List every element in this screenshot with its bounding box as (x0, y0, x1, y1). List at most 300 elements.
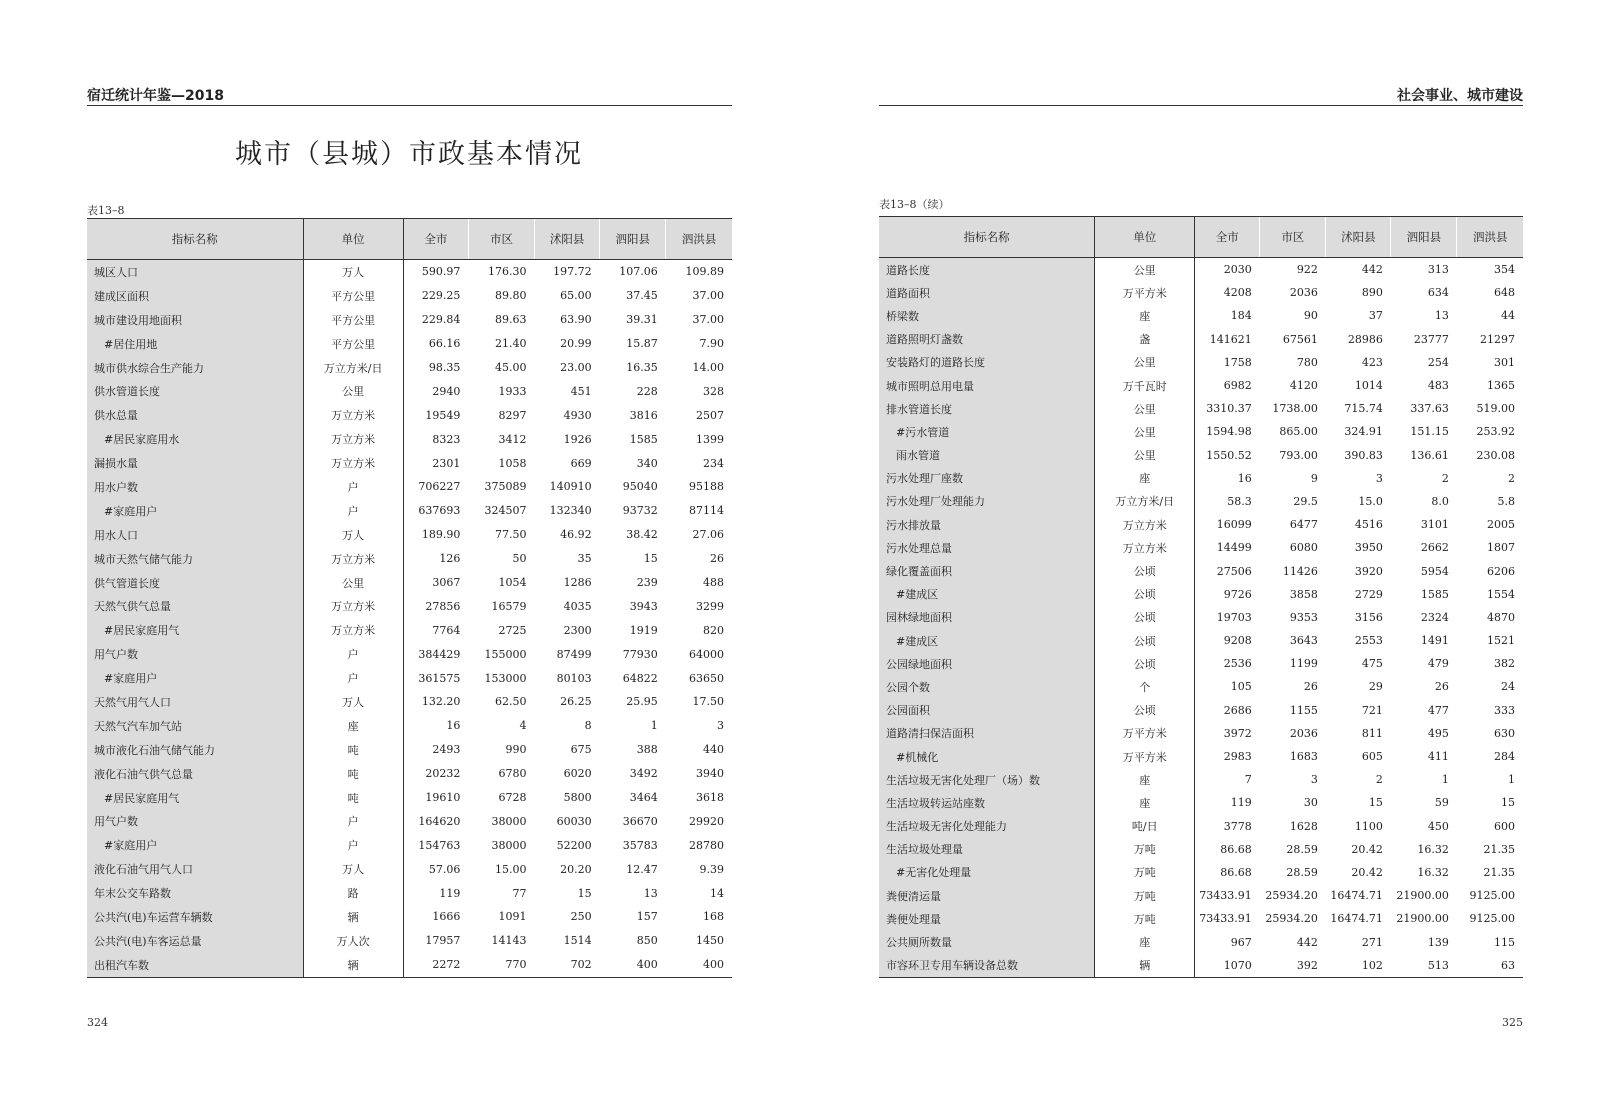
value-cell: 7 (1244, 773, 1252, 787)
value-cell: 23777 (1413, 332, 1449, 346)
value-cell: 119 (1230, 796, 1252, 810)
value-cell: 3299 (696, 599, 724, 613)
value-cell: 107.06 (619, 265, 658, 279)
value-cell: 126 (439, 552, 461, 566)
value-cell: 46.92 (560, 528, 592, 542)
table-row (87, 403, 732, 427)
column-header: 泗洪县 (666, 219, 732, 260)
table-row (87, 714, 732, 738)
value-cell: 37.45 (626, 289, 658, 303)
table-row (87, 451, 732, 475)
indicator-name: 生活垃圾无害化处理能力 (879, 815, 1095, 838)
indicator-name: 用水人口 (87, 523, 303, 547)
value-cell: 3101 (1420, 518, 1449, 532)
value-cell: 26.25 (560, 695, 592, 709)
table-row (879, 722, 1523, 745)
table-row (87, 690, 732, 714)
value-cell: 5.8 (1497, 494, 1515, 508)
value-cell: 361575 (418, 671, 461, 685)
table-row (87, 929, 732, 953)
value-cell: 3412 (498, 432, 527, 446)
unit-cell: 万立方米 (1095, 536, 1195, 559)
value-cell: 388 (636, 743, 658, 757)
section-title: 社会事业、城市建设 (1397, 88, 1523, 104)
value-cell: 375089 (484, 480, 527, 494)
value-cell: 234 (703, 456, 724, 470)
value-cell: 23.00 (560, 361, 592, 374)
indicator-name: 道路长度 (879, 258, 1095, 282)
value-cell: 37.00 (692, 289, 724, 303)
value-cell: 637693 (418, 504, 461, 518)
table-row (87, 332, 732, 356)
value-cell: 37 (1368, 309, 1383, 323)
value-cell: 29.5 (1293, 494, 1318, 508)
value-cell: 1933 (498, 384, 527, 398)
unit-cell: 公顷 (1095, 652, 1195, 675)
value-cell: 634 (1427, 286, 1449, 300)
value-cell: 605 (1361, 750, 1383, 764)
page-title: 城市（县城）市政基本情况 (235, 139, 583, 170)
unit-cell: 万立方米 (303, 427, 403, 451)
value-cell: 890 (1361, 286, 1383, 300)
value-cell: 4516 (1354, 518, 1383, 532)
value-cell: 384429 (418, 647, 461, 661)
value-cell: 38.42 (626, 528, 658, 542)
value-cell: 35783 (622, 838, 658, 852)
value-cell: 157 (636, 910, 658, 924)
indicator-name: 城市供水综合生产能力 (87, 356, 303, 380)
value-cell: 140910 (549, 480, 592, 494)
value-cell: 6206 (1487, 564, 1515, 578)
table-row (879, 374, 1523, 397)
unit-cell: 座 (1095, 467, 1195, 490)
table-row (87, 284, 732, 308)
value-cell: 95040 (622, 480, 658, 494)
value-cell: 25.95 (626, 695, 658, 709)
value-cell: 44 (1501, 309, 1515, 323)
value-cell: 86.68 (1220, 865, 1252, 879)
indicator-name: 公共汽(电)车运营车辆数 (87, 905, 303, 929)
unit-cell: 公里 (1095, 420, 1195, 443)
value-cell: 13 (643, 886, 658, 900)
indicator-name: #家庭用户 (87, 833, 303, 857)
value-cell: 80103 (556, 671, 592, 685)
value-cell: 6020 (563, 767, 592, 781)
value-cell: 28986 (1347, 332, 1383, 346)
value-cell: 3858 (1289, 587, 1318, 601)
table-row (87, 953, 732, 977)
table-row (87, 809, 732, 833)
unit-cell: 个 (1095, 675, 1195, 698)
value-cell: 21.35 (1483, 842, 1515, 856)
table-row (87, 499, 732, 523)
value-cell: 2301 (432, 456, 461, 470)
value-cell: 141621 (1209, 332, 1252, 346)
running-header (87, 85, 732, 106)
table-row (879, 745, 1523, 768)
table-header-row (87, 219, 732, 260)
indicator-name: 公园面积 (879, 699, 1095, 722)
value-cell: 354 (1494, 263, 1515, 277)
value-cell: 2 (1508, 471, 1515, 485)
value-cell: 9353 (1289, 610, 1318, 624)
table-row (87, 833, 732, 857)
value-cell: 3 (1310, 773, 1318, 787)
value-cell: 132340 (549, 504, 592, 518)
table-row (87, 786, 732, 810)
value-cell: 98.35 (428, 361, 461, 374)
value-cell: 5954 (1420, 564, 1449, 578)
value-cell: 29920 (689, 814, 724, 828)
value-cell: 13 (1434, 309, 1449, 323)
value-cell: 3156 (1354, 610, 1383, 624)
unit-cell: 座 (1095, 304, 1195, 327)
indicator-name: 污水排放量 (879, 513, 1095, 536)
table-row (879, 652, 1523, 675)
unit-cell: 座 (1095, 930, 1195, 953)
value-cell: 9 (1310, 471, 1318, 485)
table-row (87, 475, 732, 499)
value-cell: 8.0 (1431, 494, 1449, 508)
table-row (87, 427, 732, 451)
unit-cell: 万人 (303, 260, 403, 284)
table-row (879, 513, 1523, 536)
column-header: 全市 (1195, 217, 1260, 258)
value-cell: 119 (439, 886, 461, 900)
indicator-name: #居民家庭用气 (87, 618, 303, 642)
value-cell: 1286 (563, 576, 592, 590)
indicator-name: 污水处理厂座数 (879, 467, 1095, 490)
column-header: 指标名称 (879, 217, 1095, 258)
value-cell: 1058 (498, 456, 527, 470)
value-cell: 15 (1368, 796, 1383, 810)
table-row (879, 699, 1523, 722)
unit-cell: 万吨 (1095, 861, 1195, 884)
table-row (87, 642, 732, 666)
value-cell: 87114 (689, 504, 724, 518)
value-cell: 340 (636, 456, 658, 470)
value-cell: 990 (505, 743, 527, 757)
value-cell: 1 (1508, 773, 1515, 787)
unit-cell: 户 (303, 833, 403, 857)
value-cell: 21.35 (1483, 865, 1515, 879)
value-cell: 77930 (622, 647, 658, 661)
value-cell: 4035 (563, 599, 592, 613)
unit-cell: 吨/日 (1095, 815, 1195, 838)
column-header: 泗阳县 (1391, 217, 1457, 258)
value-cell: 495 (1427, 726, 1449, 740)
value-cell: 1807 (1487, 541, 1515, 555)
value-cell: 4208 (1223, 286, 1252, 300)
indicator-name: 供水管道长度 (87, 379, 303, 403)
value-cell: 63650 (689, 671, 724, 685)
value-cell: 3778 (1223, 819, 1252, 833)
unit-cell: 万立方米 (303, 547, 403, 571)
unit-cell: 万人 (303, 523, 403, 547)
value-cell: 90 (1303, 309, 1318, 323)
value-cell: 230.08 (1476, 448, 1515, 462)
value-cell: 1521 (1487, 634, 1515, 648)
value-cell: 60030 (556, 814, 592, 828)
value-cell: 28.59 (1286, 865, 1318, 879)
table-header-row (879, 217, 1523, 258)
value-cell: 337.63 (1410, 402, 1449, 416)
value-cell: 6982 (1223, 379, 1252, 393)
unit-cell: 万平方米 (1095, 722, 1195, 745)
table-row (879, 606, 1523, 629)
value-cell: 21900.00 (1396, 912, 1449, 926)
indicator-name: 排水管道长度 (879, 397, 1095, 420)
unit-cell: 公里 (1095, 397, 1195, 420)
value-cell: 4 (519, 719, 527, 733)
value-cell: 228 (636, 384, 658, 398)
page-number: 324 (87, 1016, 108, 1029)
table-row (879, 629, 1523, 652)
indicator-name: 用气户数 (87, 642, 303, 666)
value-cell: 483 (1427, 379, 1449, 393)
indicator-name: 粪便处理量 (879, 907, 1095, 930)
value-cell: 37.00 (692, 313, 724, 327)
value-cell: 164620 (418, 814, 461, 828)
value-cell: 19610 (425, 791, 461, 805)
table-row (87, 738, 732, 762)
value-cell: 2324 (1420, 610, 1449, 624)
municipal-table-continued (879, 216, 1523, 978)
value-cell: 2536 (1223, 657, 1252, 671)
indicator-name: #无害化处理量 (879, 861, 1095, 884)
column-header: 市区 (468, 219, 534, 260)
value-cell: 3950 (1354, 541, 1383, 555)
value-cell: 324.91 (1344, 425, 1383, 439)
value-cell: 77 (512, 886, 527, 900)
table-row (879, 467, 1523, 490)
value-cell: 176.30 (488, 265, 527, 279)
table-row (87, 260, 732, 284)
table-row (879, 768, 1523, 791)
table-row (87, 857, 732, 881)
value-cell: 153000 (484, 671, 527, 685)
value-cell: 1155 (1289, 703, 1318, 717)
value-cell: 16 (1237, 471, 1252, 485)
value-cell: 14.00 (692, 361, 724, 374)
value-cell: 15 (577, 886, 592, 900)
value-cell: 11426 (1282, 564, 1318, 578)
unit-cell: 万人 (303, 690, 403, 714)
value-cell: 390.83 (1344, 448, 1383, 462)
value-cell: 382 (1494, 657, 1515, 671)
indicator-name: #家庭用户 (87, 666, 303, 690)
unit-cell: 公里 (1095, 444, 1195, 467)
value-cell: 1666 (432, 910, 461, 924)
unit-cell: 公顷 (1095, 559, 1195, 582)
value-cell: 3492 (629, 767, 658, 781)
value-cell: 89.80 (495, 289, 527, 303)
value-cell: 865.00 (1279, 425, 1318, 439)
value-cell: 59 (1434, 796, 1449, 810)
unit-cell: 平方公里 (303, 308, 403, 332)
value-cell: 9.39 (699, 862, 724, 876)
value-cell: 5800 (563, 791, 592, 805)
value-cell: 479 (1427, 657, 1449, 671)
unit-cell: 座 (1095, 768, 1195, 791)
table-row (879, 420, 1523, 443)
value-cell: 25934.20 (1265, 912, 1318, 926)
value-cell: 3972 (1223, 726, 1252, 740)
indicator-name: #居住用地 (87, 332, 303, 356)
unit-cell: 公顷 (1095, 606, 1195, 629)
table-label: 表13–8（续） (879, 198, 950, 211)
table-row (879, 791, 1523, 814)
indicator-name: #家庭用户 (87, 499, 303, 523)
value-cell: 14143 (491, 934, 527, 948)
indicator-name: 液化石油气供气总量 (87, 762, 303, 786)
unit-cell: 户 (303, 499, 403, 523)
value-cell: 3643 (1289, 634, 1318, 648)
value-cell: 77.50 (495, 528, 527, 542)
unit-cell: 平方公里 (303, 332, 403, 356)
value-cell: 1014 (1354, 379, 1383, 393)
value-cell: 313 (1427, 263, 1449, 277)
value-cell: 65.00 (560, 289, 592, 303)
value-cell: 86.68 (1220, 842, 1252, 856)
value-cell: 63 (1457, 954, 1523, 978)
running-header (879, 85, 1523, 106)
value-cell: 1450 (696, 934, 724, 948)
value-cell: 3310.37 (1206, 402, 1252, 416)
value-cell: 155000 (484, 647, 527, 661)
value-cell: 648 (1494, 286, 1515, 300)
value-cell: 820 (703, 623, 724, 637)
table-row (879, 907, 1523, 930)
table-row (879, 815, 1523, 838)
value-cell: 1514 (563, 934, 592, 948)
value-cell: 1594.98 (1206, 425, 1252, 439)
value-cell: 229.25 (421, 289, 461, 303)
column-header: 市区 (1260, 217, 1326, 258)
indicator-name: 供水总量 (87, 403, 303, 427)
value-cell: 16474.71 (1330, 912, 1383, 926)
value-cell: 45.00 (495, 361, 527, 374)
unit-cell: 公顷 (1095, 629, 1195, 652)
value-cell: 284 (1494, 750, 1515, 764)
column-header: 泗阳县 (600, 219, 666, 260)
column-header: 沭阳县 (535, 219, 600, 260)
unit-cell: 辆 (1095, 954, 1195, 978)
value-cell: 451 (570, 384, 592, 398)
unit-cell: 万立方米 (303, 403, 403, 427)
value-cell: 333 (1494, 703, 1515, 717)
value-cell: 27.06 (692, 528, 724, 542)
unit-cell: 万立方米/日 (303, 356, 403, 380)
indicator-name: 生活垃圾无害化处理厂（场）数 (879, 768, 1095, 791)
value-cell: 440 (703, 743, 724, 757)
value-cell: 1491 (1420, 634, 1449, 648)
table-label: 表13–8 (87, 204, 125, 217)
unit-cell: 万立方米 (303, 594, 403, 618)
value-cell: 26 (1303, 680, 1318, 694)
value-cell: 3464 (629, 791, 658, 805)
value-cell: 20.99 (560, 337, 592, 351)
column-header: 单位 (1095, 217, 1195, 258)
value-cell: 109.89 (685, 265, 724, 279)
value-cell: 89.63 (495, 313, 527, 327)
table-row (87, 308, 732, 332)
value-cell: 3816 (629, 408, 658, 422)
value-cell: 15.00 (495, 862, 527, 876)
value-cell: 3618 (696, 791, 724, 805)
unit-cell: 座 (303, 714, 403, 738)
value-cell: 967 (1230, 935, 1252, 949)
value-cell: 16.32 (1417, 842, 1449, 856)
value-cell: 1365 (1487, 379, 1515, 393)
value-cell: 26 (1434, 680, 1449, 694)
value-cell: 27856 (425, 599, 461, 613)
yearbook-title: 宿迁统计年鉴—2018 (87, 88, 224, 104)
unit-cell: 户 (303, 642, 403, 666)
value-cell: 2272 (403, 953, 468, 977)
value-cell: 780 (1296, 355, 1318, 369)
value-cell: 3 (717, 719, 724, 733)
municipal-table (87, 218, 732, 978)
value-cell: 15 (643, 552, 658, 566)
value-cell: 229.84 (421, 313, 461, 327)
value-cell: 1054 (498, 576, 527, 590)
unit-cell: 平方公里 (303, 284, 403, 308)
value-cell: 1091 (498, 910, 527, 924)
indicator-name: 道路面积 (879, 281, 1095, 304)
value-cell: 519.00 (1476, 402, 1515, 416)
value-cell: 15.0 (1358, 494, 1383, 508)
value-cell: 811 (1361, 726, 1383, 740)
unit-cell: 户 (303, 475, 403, 499)
indicator-name: 出租汽车数 (87, 953, 303, 977)
value-cell: 442 (1361, 263, 1383, 277)
unit-cell: 户 (303, 666, 403, 690)
value-cell: 73433.91 (1199, 912, 1252, 926)
unit-cell: 吨 (303, 738, 403, 762)
value-cell: 675 (570, 743, 592, 757)
value-cell: 706227 (418, 480, 461, 494)
value-cell: 20232 (425, 767, 461, 781)
unit-cell: 万立方米 (303, 618, 403, 642)
value-cell: 66.16 (428, 337, 461, 351)
value-cell: 30 (1303, 796, 1318, 810)
table-row (87, 666, 732, 690)
table-row (87, 762, 732, 786)
value-cell: 19703 (1216, 610, 1252, 624)
table-row (879, 884, 1523, 907)
value-cell: 702 (535, 953, 600, 977)
value-cell: 793.00 (1279, 448, 1318, 462)
table-row (87, 618, 732, 642)
unit-cell: 万吨 (1095, 907, 1195, 930)
value-cell: 1758 (1223, 355, 1252, 369)
value-cell: 15.87 (626, 337, 658, 351)
value-cell: 324507 (484, 504, 527, 518)
value-cell: 151.15 (1410, 425, 1449, 439)
value-cell: 7.90 (699, 337, 724, 351)
value-cell: 15 (1501, 796, 1515, 810)
unit-cell: 万人 (303, 857, 403, 881)
value-cell: 1919 (629, 623, 658, 637)
indicator-name: 城市天然气储气能力 (87, 547, 303, 571)
value-cell: 715.74 (1344, 402, 1383, 416)
value-cell: 8323 (432, 432, 461, 446)
table-row (879, 328, 1523, 351)
table-row (87, 905, 732, 929)
value-cell: 1628 (1289, 819, 1318, 833)
unit-cell: 公顷 (1095, 699, 1195, 722)
